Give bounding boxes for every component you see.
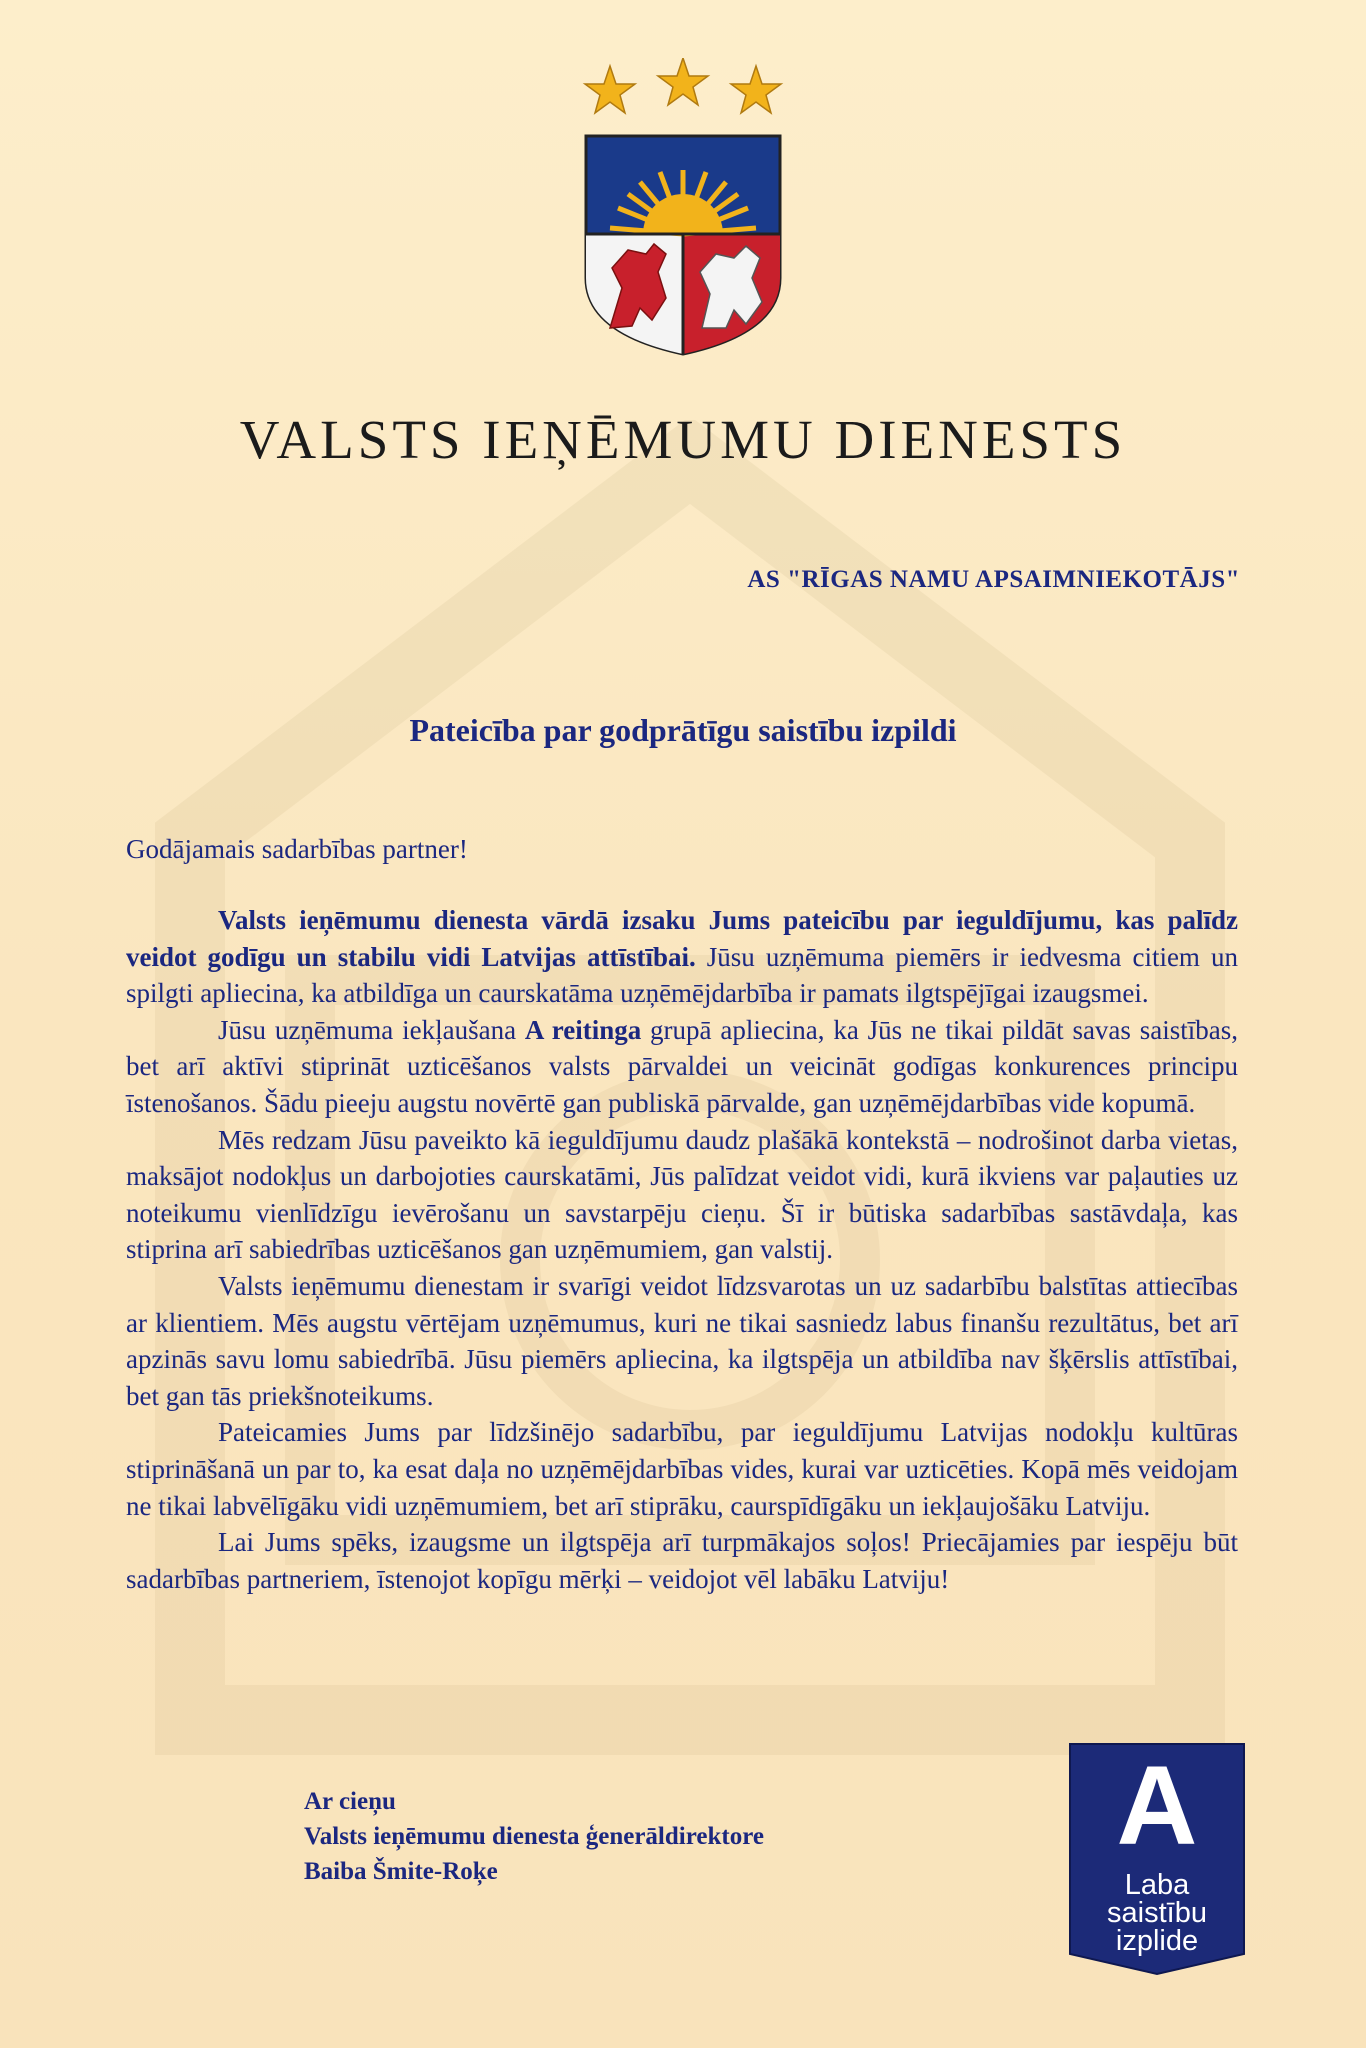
badge-letter: A (1116, 1743, 1198, 1868)
recipient-company: AS "RĪGAS NAMU APSAIMNIEKOTĀJS" (747, 566, 1240, 593)
paragraph-3: Mēs redzam Jūsu paveikto kā ieguldījumu daudz plašākā kontekstā – nodrošinot darba vietas, maksājot nodokļus un darbojoties caurskatāmi, Jūs palīdzat veidot vidi, kurā ikviens var paļauties uz noteikumu vienlīdzīgu ievērošanu un savstarpēju cieņu. Šī ir būtiska sadarbības sastāvdaļa, kas stiprina arī sabiedrības uzticēšanos gan uzņēmumiem, gan valstij. (126, 1124, 1238, 1265)
badge-line-1: Laba (1124, 1869, 1190, 1901)
salutation: Godājamais sadarbības partner! (126, 834, 468, 864)
paragraph-6: Lai Jums spēks, izaugsme un ilgtspēja arī turpmākajos soļos! Priecājamies par iespēju būt sadarbības partneriem, īstenojot kopīgu mērķi – veidojot vēl labāku Latviju! (126, 1527, 1238, 1594)
signature-title: Valsts ieņēmumu dienesta ģenerāldirektore (304, 1823, 764, 1850)
badge-line-3: izplide (1115, 1925, 1199, 1957)
paragraph-1 (126, 902, 1238, 1012)
latvia-coat-of-arms-icon (580, 58, 786, 358)
paragraph-4: Valsts ieņēmumu dienestam ir svarīgi veidot līdzsvarotas un uz sadarbību balstītas attiecības ar klientiem. Mēs augstu vērtējam uzņēmumus, kuri ne tikai sasniedz labus finanšu rezultātus, bet arī apzinās savu lomu sabiedrībā. Jūsu piemērs apliecina, ka ilgtspēja un atbildība nav šķērslis attīstībai, bet gan tās priekšnoteikums. (126, 1270, 1238, 1411)
paragraph-1-bold: Valsts ieņēmumu dienesta vārdā izsaku Jums pateicību par ieguldījumu, kas palīdz veidot godīgu un stabilu vidi Latvijas attīstībai. (126, 905, 1238, 972)
signature-closing: Ar cieņu (304, 1788, 396, 1815)
signature-block (304, 1784, 764, 1889)
letter-body (126, 902, 1238, 1597)
agency-name: VALSTS IEŅĒMUMU DIENESTS (239, 409, 1127, 470)
paragraph-2 (126, 1012, 1238, 1122)
a-rating-badge-icon (1066, 1740, 1248, 1976)
paragraph-1-text: Jūsu uzņēmuma piemērs ir iedvesma citiem un spilgti apliecina, ka atbildīga un caurskatāma uzņēmējdarbība ir pamats ilgtspējīgai izaugsmei. (126, 941, 1238, 1009)
paragraph-2-text: grupā apliecina, ka Jūs ne tikai pildāt savas saistības, bet arī aktīvi stiprināt uzticēšanos valsts pārvaldei un veicināt godīgas konkurences principu īstenošanos. Šādu pieeju augstu novērtē gan publiskā pārvalde, gan uzņēmējdarbības vide kopumā. (126, 1014, 1238, 1118)
paragraph-5: Pateicamies Jums par līdzšinējo sadarbību, par ieguldījumu Latvijas nodokļu kultūras stiprināšanā un par to, ka esat daļa no uzņēmējdarbības vides, kurai var uzticēties. Kopā mēs veidojam ne tikai labvēlīgāku vidi uzņēmumiem, bet arī stiprāku, caurspīdīgāku un iekļaujošāku Latviju. (126, 1417, 1238, 1521)
letter-subject: Pateicība par godprātīgu saistību izpildi (409, 712, 957, 748)
badge-line-2: saistību (1107, 1897, 1207, 1929)
signature-name: Baiba Šmite-Roķe (304, 1858, 498, 1885)
paragraph-2-start: Jūsu uzņēmuma iekļaušana (218, 1014, 525, 1045)
paragraph-2-bold: A reitinga (524, 1014, 642, 1045)
